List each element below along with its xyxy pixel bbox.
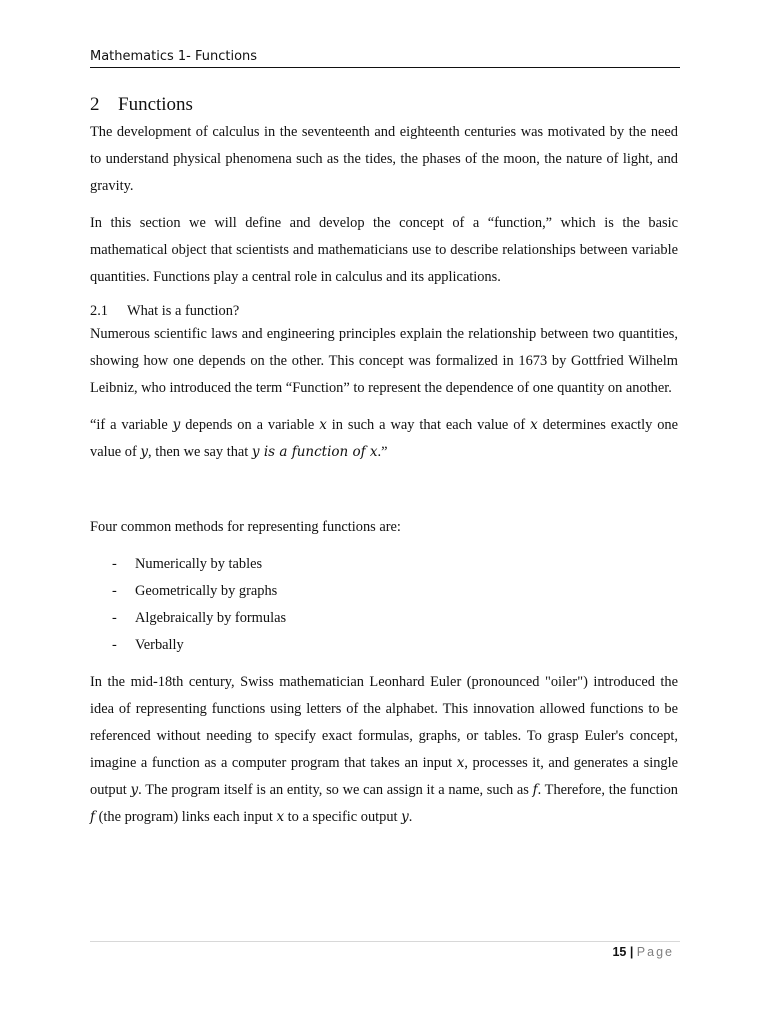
intro-paragraph-1: The development of calculus in the seventeenth and eighteenth centuries was motivated by the need to understand physical phenomena such as the tides, the phases of the moon, the nature of light, and gravity. — [90, 124, 678, 194]
math-variable: y — [130, 782, 139, 798]
paragraph-text: to a specific output — [284, 809, 402, 825]
running-header: Mathematics 1- Functions — [90, 48, 680, 68]
subsection-title: What is a function? — [127, 303, 240, 319]
section-title: Functions — [118, 94, 193, 115]
quote-text: .” — [377, 444, 388, 460]
list-item — [90, 632, 678, 659]
list-item-text: Geometrically by graphs — [135, 583, 278, 599]
euler-paragraph — [90, 669, 678, 831]
list-item — [90, 551, 678, 578]
subsection-heading — [90, 301, 678, 321]
list-item-text: Numerically by tables — [135, 556, 263, 572]
quote-text: determines exactly one value of — [90, 417, 678, 460]
page-number-value: 15 — [612, 945, 627, 959]
paragraph-text: . — [408, 809, 413, 825]
list-dash: - — [112, 583, 117, 599]
page-number — [612, 944, 674, 960]
blank-line — [90, 476, 678, 514]
math-variable: f — [90, 809, 95, 825]
list-dash: - — [112, 556, 117, 572]
math-variable: f — [532, 782, 538, 798]
paragraph-text: In the mid-18th century, Swiss mathematician Leonhard Euler (pronounced "oiler") introduced the idea of representing functions using letters of the alphabet. This innovation allowed functions to be referenced without needing to specify exact formulas, graphs, or tables. To grasp Euler's concept, imagine a function as a computer program that takes an input — [90, 674, 678, 771]
section-number: 2 — [90, 94, 100, 115]
methods-intro: Four common methods for representing functions are: — [90, 519, 401, 535]
subsection-number: 2.1 — [90, 303, 108, 319]
quote-text: , then we say that — [148, 444, 252, 460]
math-expression: y is a function of x — [251, 444, 378, 460]
page-content — [90, 92, 678, 841]
math-variable: y — [140, 444, 148, 460]
list-item-text: Algebraically by formulas — [135, 610, 287, 626]
paragraph-text: (the program) links each input — [95, 809, 277, 825]
list-dash: - — [112, 637, 117, 653]
footer-divider — [90, 941, 680, 942]
paragraph-text: . Therefore, the function — [537, 782, 678, 798]
function-definition-quote — [90, 412, 678, 466]
math-variable: x — [530, 417, 538, 433]
math-variable: x — [456, 755, 465, 771]
list-item — [90, 605, 678, 632]
intro-paragraph-2: In this section we will define and develop the concept of a “function,” which is the basic mathematical object that scientists and mathematicians use to describe relationships between variable quantities. Functions play a central role in calculus and its applications. — [90, 215, 678, 285]
paragraph-text: , processes it, and generates a single output — [90, 755, 678, 798]
math-variable: x — [319, 417, 327, 433]
list-item-text: Verbally — [135, 637, 184, 653]
quote-text: depends on a variable — [180, 417, 320, 433]
section-heading — [90, 92, 678, 118]
methods-list — [90, 551, 678, 659]
math-variable: y — [401, 809, 409, 825]
list-dash: - — [112, 610, 117, 626]
list-item — [90, 578, 678, 605]
leibniz-paragraph: Numerous scientific laws and engineering principles explain the relationship between two quantities, showing how one depends on the other. This concept was formalized in 1673 by Gottfried Wilhelm Leibniz, who introduced the term “Function” to represent the dependence of one quantity on another. — [90, 326, 678, 396]
math-variable: y — [172, 417, 181, 433]
quote-text: in such a way that each value of — [326, 417, 531, 433]
math-variable: x — [276, 809, 285, 825]
paragraph-text: . The program itself is an entity, so we can assign it a name, such as — [138, 782, 533, 798]
quote-text: “if a variable — [90, 417, 173, 433]
page-number-separator: | — [626, 945, 637, 959]
page-label: Page — [636, 945, 674, 959]
